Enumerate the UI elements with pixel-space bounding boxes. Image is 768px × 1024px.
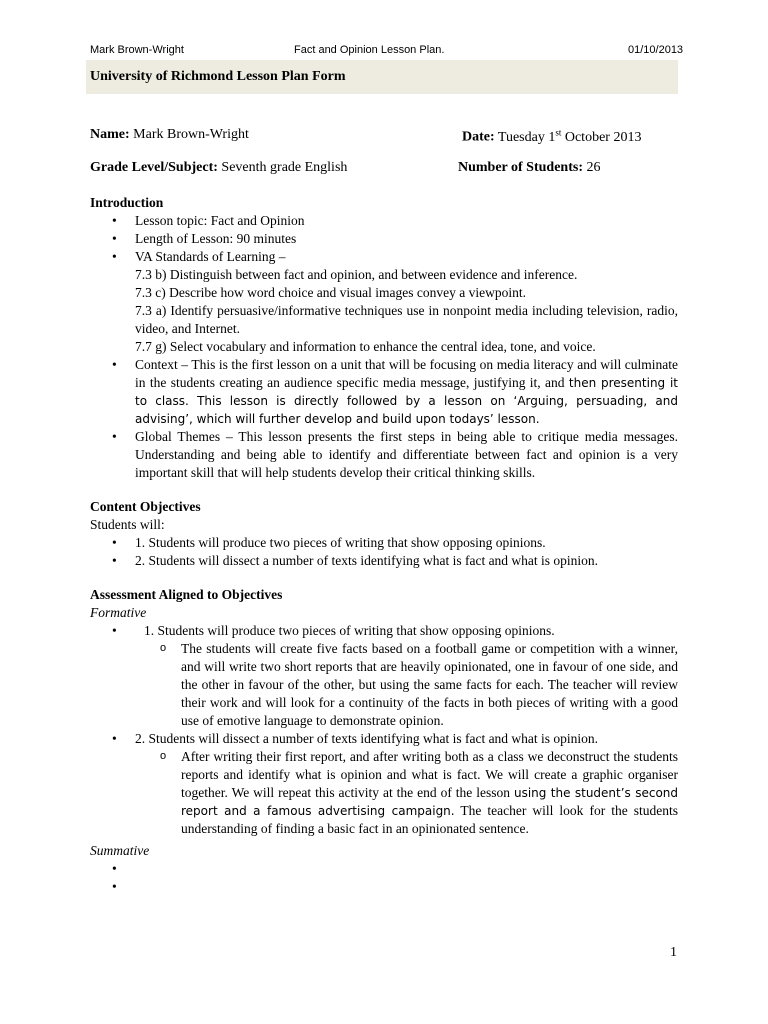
students-row bbox=[458, 160, 600, 176]
date-value: Tuesday 1st October 2013 bbox=[497, 127, 642, 145]
assessment-heading: Assessment Aligned to Objectives bbox=[90, 587, 283, 602]
list-item: • 2. Students will dissect a number of texts identifying what is fact and what is opinion. bbox=[90, 730, 678, 748]
standards-label: • VA Standards of Learning – bbox=[135, 249, 286, 264]
standard-line: 7.3 a) Identify persuasive/informative techniques use in nonpoint media including television, radio, video, and Internet. bbox=[135, 303, 678, 336]
students-value: 26 bbox=[586, 160, 601, 175]
list-item: • 1. Students will produce two pieces of writing that show opposing opinions. bbox=[90, 622, 678, 640]
assessment-list bbox=[90, 622, 678, 640]
summative-list bbox=[90, 860, 678, 896]
name-row bbox=[90, 127, 249, 143]
page-number: 1 bbox=[670, 945, 677, 960]
list-item: • Lesson topic: Fact and Opinion bbox=[90, 212, 678, 230]
list-item: • 1. Students will produce two pieces of writing that show opposing opinions. bbox=[90, 534, 678, 552]
introduction-list bbox=[90, 212, 678, 482]
standard-line: 7.3 b) Distinguish between fact and opinion, and between evidence and inference. bbox=[135, 267, 578, 282]
empty-list-item bbox=[90, 878, 678, 896]
assessment-list-2 bbox=[90, 730, 678, 748]
themes-item: • Global Themes – This lesson presents the first steps in being able to critique media messages. Understanding and being able to identify and differentiate between fact and opinion is a very important skill that will help students develop their critical thinking skills. bbox=[90, 428, 678, 482]
content-objectives-heading: Content Objectives bbox=[90, 499, 201, 514]
students-will-text: Students will: bbox=[90, 517, 165, 532]
grade-label: Grade Level/Subject: bbox=[90, 160, 218, 175]
formative-label: Formative bbox=[90, 605, 147, 620]
grade-row bbox=[90, 160, 347, 176]
introduction-heading: Introduction bbox=[90, 195, 164, 210]
summative-label: Summative bbox=[90, 843, 150, 858]
date-row bbox=[462, 127, 641, 146]
lesson-body bbox=[90, 194, 678, 896]
sub-list-item: o After writing their first report, and after writing both as a class we deconstruct the students reports and identify what is opinion and what is fact. We will create a graphic organiser together. We will repeat this activity at the end of the lesson using the student’s second report and a famous advertising campaign. The teacher will look for the students understanding of finding a basic fact in an opinionated sentence. bbox=[135, 748, 678, 838]
header-author: Mark Brown-Wright bbox=[90, 44, 184, 56]
form-title: University of Richmond Lesson Plan Form bbox=[86, 60, 678, 94]
header-title: Fact and Opinion Lesson Plan. bbox=[294, 44, 445, 56]
assessment-sublist bbox=[135, 640, 678, 730]
date-label: Date: bbox=[462, 129, 495, 145]
standard-line: 7.3 c) Describe how word choice and visual images convey a viewpoint. bbox=[135, 285, 527, 300]
context-item: • Context – This is the first lesson on a unit that will be focusing on media literacy and will culminate in the students creating an audience specific media message, justifying it, and then presenting it to class. This lesson is directly followed by a lesson on ‘Arguing, persuading, and advising’, which will further develop and build upon todays’ lesson. bbox=[90, 356, 678, 428]
list-item: • 2. Students will dissect a number of texts identifying what is fact and what is opinion. bbox=[90, 552, 678, 570]
empty-list-item bbox=[90, 860, 678, 878]
sub-list-item: o The students will create five facts based on a football game or competition with a winner, and will write two short reports that are heavily opinionated, one in favour of one side, and the other in favour of the other, but using the same facts for each. The teacher will review their work and will look for a continuity of the facts in both pieces of writing with a good use of emotive language to demonstrate opinion. bbox=[135, 640, 678, 730]
students-label: Number of Students: bbox=[458, 160, 583, 175]
name-label: Name: bbox=[90, 127, 130, 142]
list-item: • Length of Lesson: 90 minutes bbox=[90, 230, 678, 248]
header-date: 01/10/2013 bbox=[628, 44, 684, 56]
name-value: Mark Brown-Wright bbox=[133, 127, 249, 142]
assessment-sublist-2 bbox=[135, 748, 678, 838]
standard-line: 7.7 g) Select vocabulary and information to enhance the central idea, tone, and voice. bbox=[135, 339, 596, 354]
grade-value: Seventh grade English bbox=[221, 160, 348, 175]
standards-item bbox=[90, 248, 678, 356]
objectives-list bbox=[90, 534, 678, 570]
